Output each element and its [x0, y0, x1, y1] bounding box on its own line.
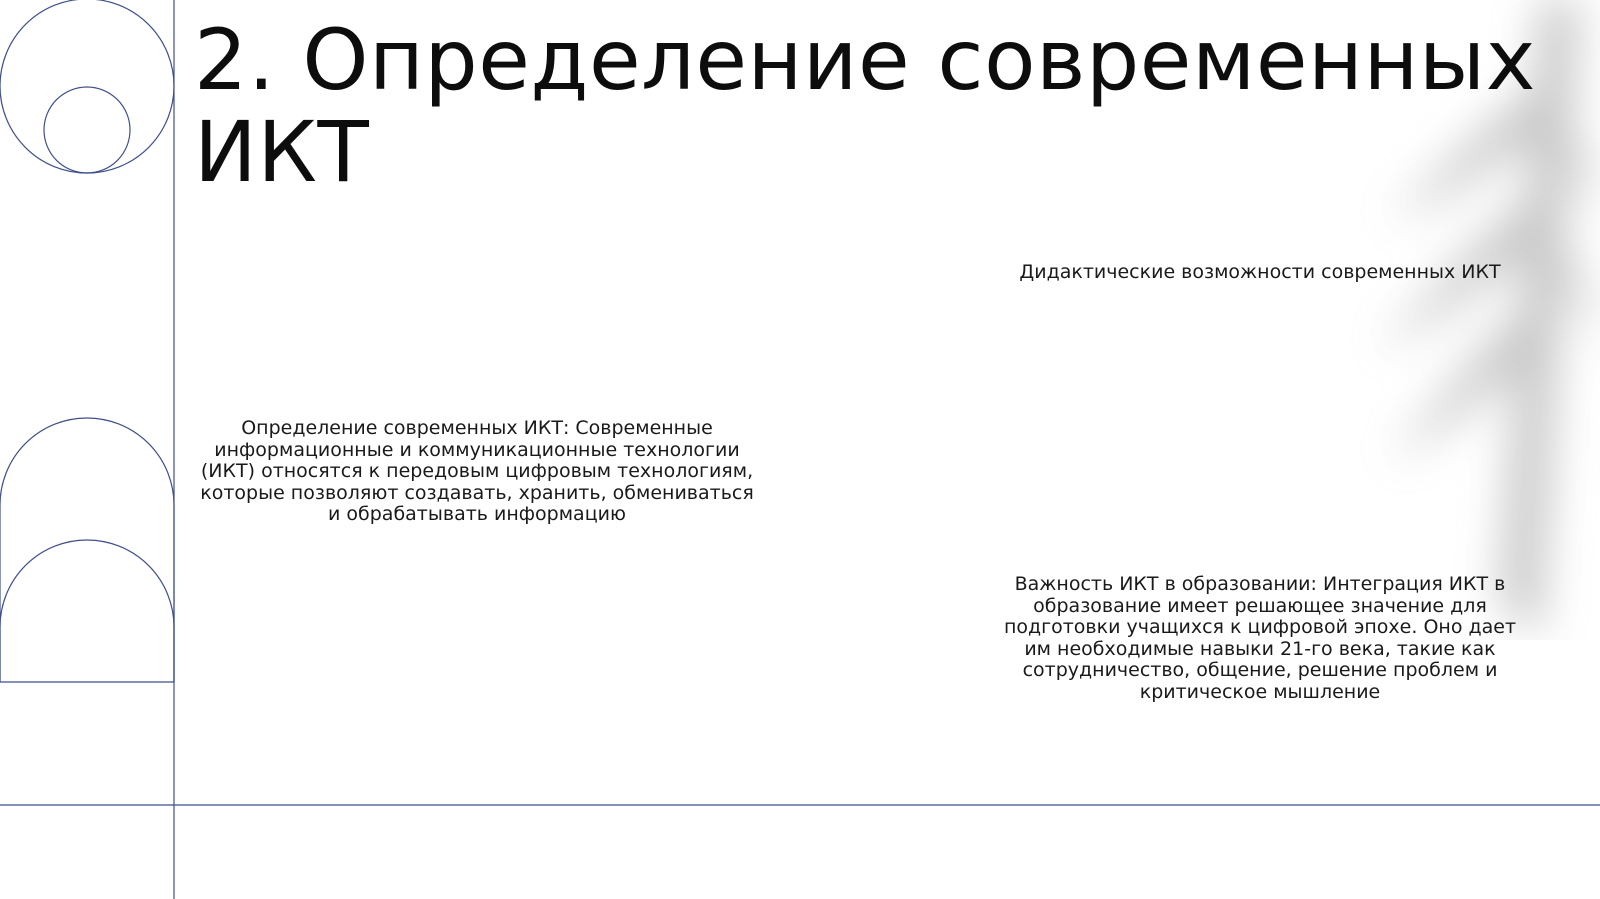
slide-title: 2. Определение современных ИКТ [194, 11, 1536, 201]
definition-text: Определение современных ИКТ: Современные информационные и коммуникационные технологии (ИКТ) относятся к передовым цифровым технологиям, которые позволяют создавать, хранить, обмениваться и обрабатывать информацию [200, 417, 754, 525]
outer-arch [0, 418, 174, 682]
importance-text: Важность ИКТ в образовании: Интеграция ИКТ в образование имеет решающее значение для подготовки учащихся к цифровой эпохе. Оно дает им необходимые навыки 21-го века, такие как сотрудничество, общение, решение проблем и критическое мышление [1003, 573, 1517, 703]
didactic-heading: Дидактические возможности современных ИКТ [1019, 261, 1501, 283]
small-circle [44, 87, 130, 173]
inner-arch [0, 540, 174, 682]
